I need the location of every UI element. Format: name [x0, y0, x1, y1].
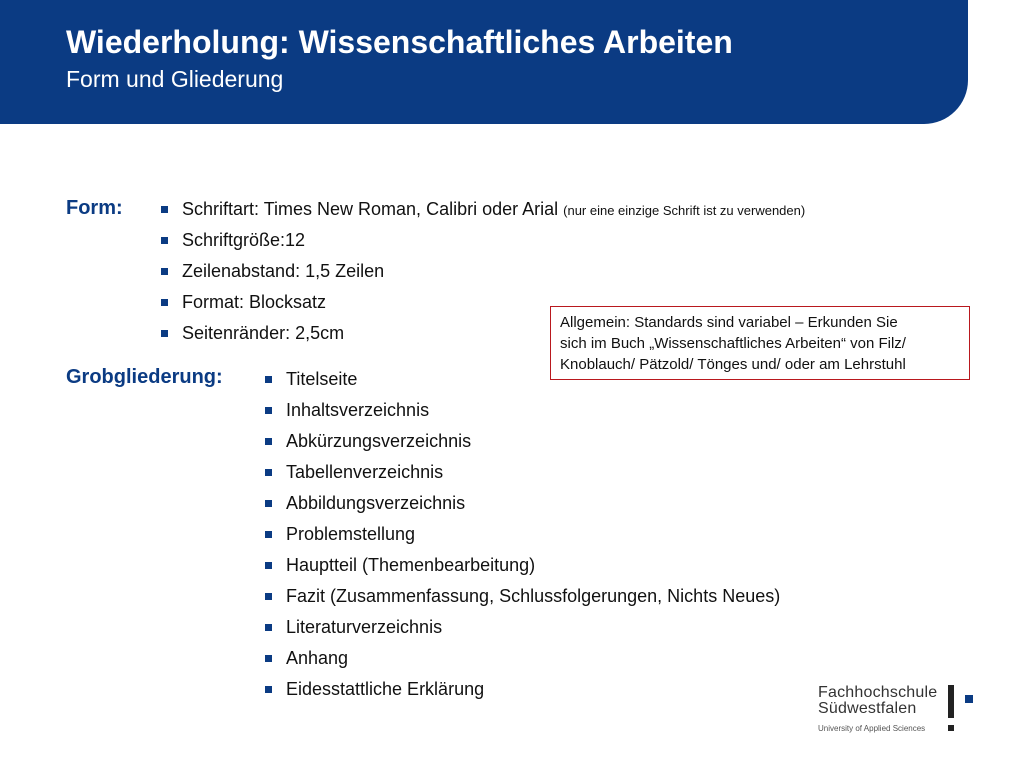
callout-line: Knoblauch/ Pätzold/ Tönges und/ oder am Lehrstuhl — [560, 356, 906, 373]
square-bullet-icon — [265, 500, 272, 507]
form-item-text: Schriftgröße:12 — [182, 230, 306, 250]
outline-item-text: Inhaltsverzeichnis — [286, 400, 430, 420]
square-bullet-icon — [161, 237, 168, 244]
slide-subtitle: Form und Gliederung — [66, 66, 284, 92]
square-bullet-icon — [161, 299, 168, 306]
square-bullet-icon — [265, 686, 272, 693]
outline-item-text: Tabellenverzeichnis — [286, 462, 444, 482]
outline-item-text: Fazit (Zusammenfassung, Schlussfolgerungen, Nichts Neues) — [286, 586, 781, 606]
outline-item — [262, 519, 780, 550]
exclamation-bar-icon — [948, 685, 954, 718]
title-banner — [0, 0, 968, 124]
outline-item-text: Abbildungsverzeichnis — [286, 493, 466, 513]
form-section-label: Form: — [66, 197, 123, 219]
callout-line: sich im Buch „Wissenschaftliches Arbeiten“ von Filz/ — [560, 335, 906, 352]
outline-item-text: Abkürzungsverzeichnis — [286, 431, 472, 451]
outline-item — [262, 550, 780, 581]
square-bullet-icon — [265, 438, 272, 445]
outline-item — [262, 674, 780, 705]
outline-item-text: Eidesstattliche Erklärung — [286, 679, 485, 699]
outline-item-text: Hauptteil (Themenbearbeitung) — [286, 555, 536, 575]
exclamation-dot-icon — [948, 725, 954, 731]
square-bullet-icon — [265, 655, 272, 662]
outline-item — [262, 581, 780, 612]
square-bullet-icon — [265, 531, 272, 538]
outline-item-text: Anhang — [286, 648, 349, 668]
form-item-font-size — [158, 225, 805, 256]
square-bullet-icon — [161, 268, 168, 275]
logo-line-3: University of Applied Sciences — [818, 724, 926, 733]
callout-line: Allgemein: Standards sind variabel – Erkunden Sie — [560, 314, 898, 331]
university-logo — [818, 684, 978, 744]
blue-square-icon — [965, 695, 973, 703]
outline-item — [262, 426, 780, 457]
outline-section-label: Grobgliederung: — [66, 366, 223, 388]
form-item-text: Seitenränder: 2,5cm — [182, 323, 345, 343]
square-bullet-icon — [161, 206, 168, 213]
outline-item-text: Literaturverzeichnis — [286, 617, 443, 637]
form-item-note: (nur eine einzige Schrift ist zu verwenden) — [563, 203, 806, 218]
logo-line-2: Südwestfalen — [818, 700, 917, 717]
slide-title: Wiederholung: Wissenschaftliches Arbeiten — [66, 24, 733, 60]
square-bullet-icon — [265, 624, 272, 631]
outline-item — [262, 643, 780, 674]
square-bullet-icon — [265, 593, 272, 600]
outline-item-text: Problemstellung — [286, 524, 416, 544]
outline-item — [262, 364, 780, 395]
form-item-font — [158, 194, 805, 225]
square-bullet-icon — [265, 469, 272, 476]
square-bullet-icon — [265, 407, 272, 414]
square-bullet-icon — [161, 330, 168, 337]
outline-item — [262, 488, 780, 519]
form-item-text: Format: Blocksatz — [182, 292, 327, 312]
outline-item — [262, 457, 780, 488]
form-item-text: Schriftart: Times New Roman, Calibri oder Arial — [182, 199, 559, 219]
outline-bullet-list — [262, 364, 780, 705]
outline-item — [262, 612, 780, 643]
form-item-line-spacing — [158, 256, 805, 287]
logo-line-1: Fachhochschule — [818, 684, 938, 701]
form-item-text: Zeilenabstand: 1,5 Zeilen — [182, 261, 385, 281]
square-bullet-icon — [265, 376, 272, 383]
outline-item — [262, 395, 780, 426]
outline-item-text: Titelseite — [286, 369, 358, 389]
square-bullet-icon — [265, 562, 272, 569]
